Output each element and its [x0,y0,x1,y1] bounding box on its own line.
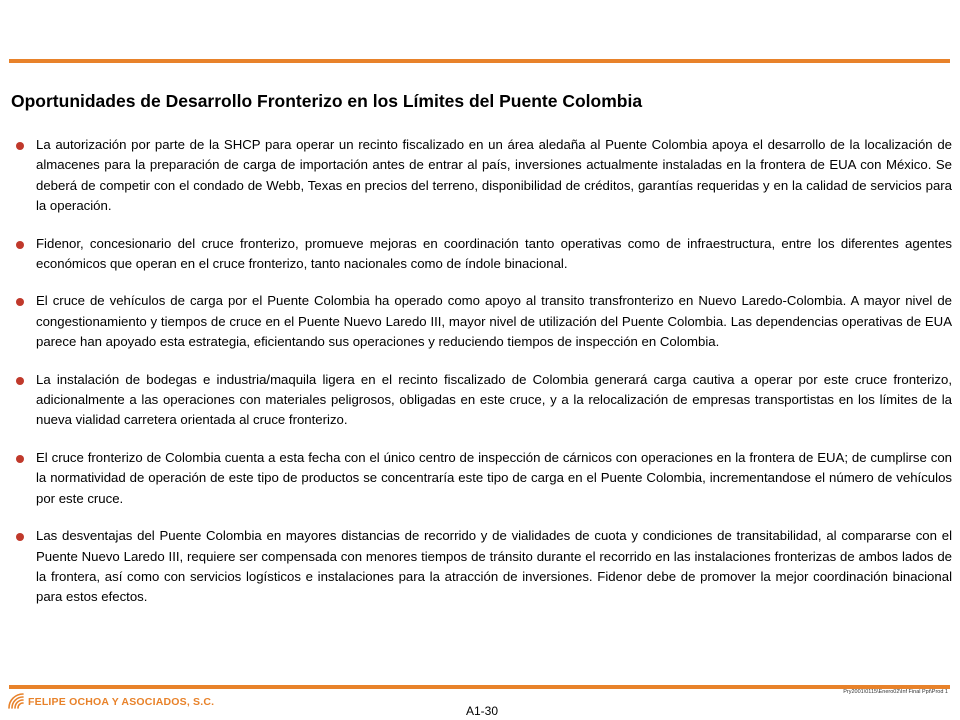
header-rule [9,59,950,63]
bullet-text: El cruce de vehículos de carga por el Puente Colombia ha operado como apoyo al transito transfronterizo en Nuevo Laredo-Colombia. A mayor nivel de congestionamiento y tiempos de cruce en el Puente Nuevo Laredo III, mayor nivel de utilización del Puente Colombia. Las dependencias operativas de EUA parece han apoyado esta estrategia, eficientando sus operaciones y reduciendo tiempos de inspección en Colombia. [36,293,952,350]
page-title: Oportunidades de Desarrollo Fronterizo en los Límites del Puente Colombia [11,91,643,111]
bullet-dot-icon [16,533,24,541]
bullet-dot-icon [16,377,24,385]
bullet-text: Las desventajas del Puente Colombia en mayores distancias de recorrido y de vialidades de cuota y condiciones de transitabilidad, al compararse con el Puente Nuevo Laredo III, requiere ser compensada con menores tiempos de tránsito durante el recorrido en las instalaciones fronterizas de ambos lados de la frontera, así como con servicios logísticos e instalaciones para la atracción de inversiones. Fidenor debe de promover la mejor coordinación binacional para estos efectos. [36,528,952,605]
bullet-text: La autorización por parte de la SHCP para operar un recinto fiscalizado en un área aledaña al Puente Colombia apoya el desarrollo de la localización de almacenes para la preparación de carga de importación antes de entrar al país, inversiones actualmente instaladas en la frontera de EUA con México. Se deberá de competir con el condado de Webb, Texas en precios del terreno, disponibilidad de créditos, garantías requeridas y en la calidad de servicios para la operación. [36,137,952,214]
bullet-text: Fidenor, concesionario del cruce fronterizo, promueve mejoras en coordinación tanto operativas como de infraestructura, entre los diferentes agentes económicos que operan en el cruce fronterizo, tanto nacionales como de índole binacional. [36,235,952,272]
bullet-dot-icon [16,241,24,249]
file-reference: Pry2001\0115\Enero02\Inf Final Ppt\Prod 1 [843,689,948,695]
list-item [16,370,952,431]
bullet-dot-icon [16,298,24,306]
bullet-dot-icon [16,142,24,150]
bullet-dot-icon [16,455,24,463]
company-name: FELIPE OCHOA Y ASOCIADOS, S.C. [28,696,215,708]
bullet-list [16,135,952,625]
page-number: A1-30 [466,704,499,718]
list-item [16,234,952,275]
bullet-text: La instalación de bodegas e industria/maquila ligera en el recinto fiscalizado de Colombia generará carga cautiva a operar por este cruce fronterizo, adicionalmente a las operaciones con materiales peligrosos, obligadas en este cruce, y a la relocalización de empresas transportistas en los límites de la nueva vialidad carretera orientada al cruce fronterizo. [36,371,952,428]
footer-rule [9,685,950,689]
list-item [16,135,952,217]
bullet-text: El cruce fronterizo de Colombia cuenta a esta fecha con el único centro de inspección de cárnicos con operaciones en la frontera de EUA; de cumplirse con la normatividad de operación de este tipo de productos se concentraría este tipo de carga en el Puente Colombia, incrementandose el número de vehículos por este cruce. [36,449,952,506]
list-item [16,291,952,352]
list-item [16,448,952,509]
sunburst-logo-icon [6,691,26,711]
list-item [16,526,952,608]
